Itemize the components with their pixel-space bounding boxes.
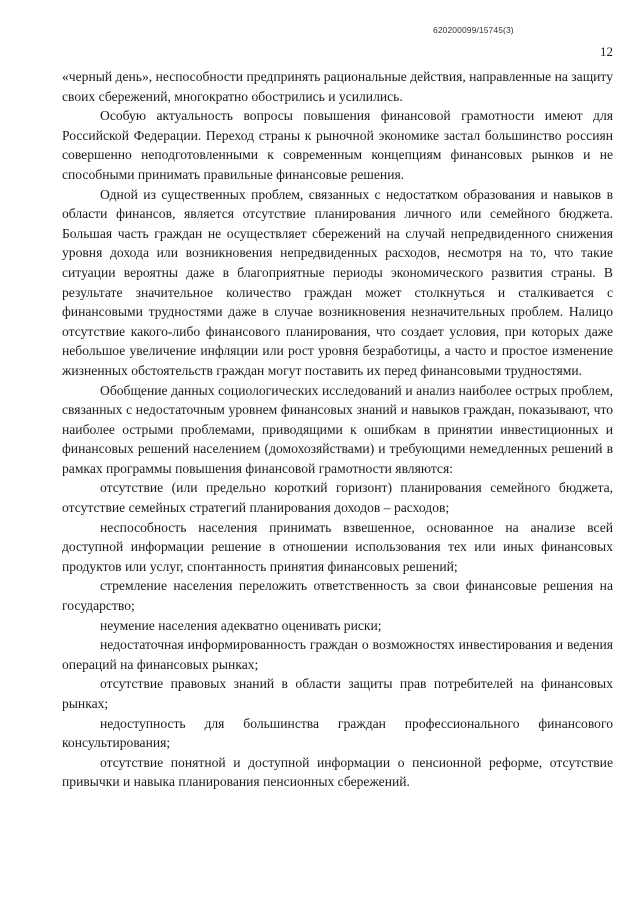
list-item: отсутствие правовых знаний в области защиты прав потребителей на финансовых рынках; (62, 676, 613, 711)
list-item: неспособность населения принимать взвешенное, основанное на анализе всей доступной информации решение в отношении использования тех или иных финансовых продуктов или услуг, спонтанность принятия финансовых решений; (62, 519, 613, 574)
paragraph: Обобщение данных социологических исследований и анализ наиболее острых проблем, связанных с недостаточным уровнем финансовых знаний и навыков граждан, показывают, что наиболее острыми проблемами, приводящими к ошибкам в принятии инвестиционных и финансовых решений населением (домохозяйствами) и требующими немедленных решений в рамках программы повышения финансовой грамотности являются: (62, 382, 613, 476)
body-text (62, 67, 613, 792)
paragraph: Особую актуальность вопросы повышения финансовой грамотности имеют для Российской Федерации. Переход страны к рыночной экономике застал большинство россиян совершенно неподготовленными к современным концепциям финансовых рынков и не способными принимать правильные финансовые решения. (62, 108, 613, 182)
list-item: отсутствие (или предельно короткий горизонт) планирования семейного бюджета, отсутствие семейных стратегий планирования доходов – расходов; (62, 480, 613, 516)
list-item: неумение населения адекватно оценивать риски; (100, 617, 382, 633)
document-number: 620200099/15745(3) (433, 25, 514, 35)
paragraph: «черный день», неспособности предпринять рациональные действия, направленные на защиту своих сбережений, многократно обострились и усилились. (62, 69, 613, 104)
list-item: недостаточная информированность граждан о возможностях инвестирования и ведения операций на финансовых рынках; (62, 637, 613, 672)
page-number: 12 (600, 44, 613, 59)
list-item: отсутствие понятной и доступной информации о пенсионной реформе, отсутствие привычки и навыка планирования пенсионных сбережений. (62, 754, 613, 790)
list-item: стремление населения переложить ответственность за свои финансовые решения на государство; (62, 578, 613, 614)
paragraph: Одной из существенных проблем, связанных с недостатком образования и навыков в области финансов, является отсутствие планирования личного или семейного бюджета. Большая часть граждан не осуществляет сбережений на случай непредвиденного снижения уровня дохода или возникновения непредвиденных расходов, несмотря на то, что такие ситуации вероятны даже в благоприятные периоды экономического развития страны. В результате значительное количество граждан может столкнуться и сталкивается с финансовыми трудностями даже в случае возникновения незначительных проблем. Налицо отсутствие какого-либо финансового планирования, что создает условия, при которых даже небольшое увеличение инфляции или рост уровня безработицы, а часто и простое изменение жизненных обстоятельств граждан могут поставить их перед финансовыми трудностями. (62, 186, 613, 378)
list-item: недоступность для большинства граждан профессионального финансового консультирования; (62, 715, 613, 751)
